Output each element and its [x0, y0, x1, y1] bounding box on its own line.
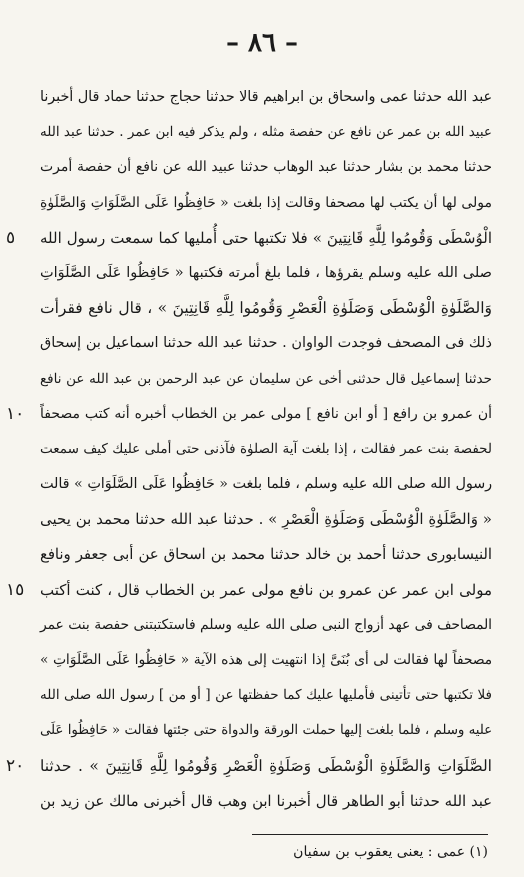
- text-line: « وَالصَّلَوٰةِ الْوُسْطَى وَصَلَوٰةِ الْعَصْرِ » . حدثنا عبد الله حدثنا محمد بن يحيى: [40, 510, 492, 529]
- page-number: – ٨٦ –: [225, 28, 299, 58]
- text-line: عبيد الله بن عمر عن نافع عن حفصة مثله ، ولم يذكر فيه ابن عمر . حدثنا عبد الله: [40, 124, 492, 141]
- text-line: مولى لها أن يكتب لها مصحفا وقالت إذا بلغت « حَافِظُوا عَلَى الصَّلَوَاتِ وَالصَّلَوٰةِ: [40, 194, 492, 211]
- text-line: حدثنا محمد بن بشار حدثنا عبد الوهاب حدثنا عبيد الله عن نافع أن حفصة أمرت: [40, 159, 492, 176]
- text-line: حدثنا إسماعيل قال حدثنى أخى عن سليمان عن عبد الرحمن بن عبد الله عن نافع: [40, 370, 492, 387]
- text-line: المصاحف فى عهد أزواج النبى صلى الله عليه وسلم فاستكتبتنى حفصة بنت عمر: [40, 616, 492, 633]
- text-line: الْوُسْطَى وَقُومُوا لِلَّهِ قَانِتِينَ » فلا تكتبها حتى أُمليها كما سمعت رسول الله ٥: [40, 221, 492, 256]
- text-line: النيسابورى حدثنا أحمد بن خالد حدثنا محمد بن اسحاق عن أبى جعفر ونافع: [40, 546, 492, 564]
- text-line: عليه وسلم ، فلما بلغت إليها حملت الورقة والدواة حتى جئتها فقالت « حَافِظُوا عَلَى: [40, 723, 492, 739]
- text-line: وَالصَّلَوٰةِ الْوُسْطَى وَصَلَوٰةِ الْعَصْرِ وَقُومُوا لِلَّهِ قَانِتِينَ » ، قال نافع فقرأت: [40, 299, 492, 318]
- footnote: (١) عمى : يعنى يعقوب بن سفيان: [293, 844, 488, 860]
- body-text: [6, 80, 492, 819]
- line-number: ١٥: [6, 579, 25, 600]
- text-line: عبد الله حدثنا عمى واسحاق بن ابراهيم قالا حدثنا حجاج حدثنا حماد قال أخبرنا: [40, 89, 492, 105]
- footnote-divider: [252, 834, 488, 835]
- line-number: ١٠: [6, 403, 25, 424]
- text-line: لحفصة بنت عمر فقالت ، إذا بلغت آية الصلوٰة فآذنى حتى أملى عليك كيف سمعت: [40, 440, 492, 457]
- text-line: أن عمرو بن رافع [ أو ابن نافع ] مولى عمر بن الخطاب أخبره أنه كتب مصحفاً ١٠: [40, 397, 492, 432]
- line-number: ٢٠: [6, 755, 25, 776]
- text-line: مولى ابن عمر عن عمرو بن نافع مولى عمر بن الخطاب قال ، كنت أكتب ١٥: [40, 573, 492, 608]
- text-line: مصحفاً لها فقالت لى أى بُنَىَّ إذا انتهيت إلى هذه الآية « حَافِظُوا عَلَى الصَّلَوَاتِ »: [40, 652, 492, 668]
- text-line: ذلك فى المصحف فوجدت الواوان . حدثنا عبد الله حدثنا اسماعيل بن إسحاق: [40, 335, 492, 352]
- line-number: ٥: [6, 227, 16, 248]
- text-line: الصَّلَوَاتِ وَالصَّلَوٰةِ الْوُسْطَى وَصَلَوٰةِ الْعَصْرِ وَقُومُوا لِلَّهِ قَانِتِينَ » . حدثنا ٢٠: [40, 749, 492, 784]
- text-line: رسول الله صلى الله عليه وسلم ، فلما بلغت « حَافِظُوا عَلَى الصَّلَوَاتِ » قالت: [40, 476, 492, 493]
- text-line: عبد الله حدثنا أبو الطاهر قال أخبرنا ابن وهب قال أخبرنى مالك عن زيد بن: [40, 792, 492, 810]
- text-line: صلى الله عليه وسلم يقرؤها ، فلما بلغ أمرته فكتبها « حَافِظُوا عَلَى الصَّلَوَاتِ: [40, 264, 492, 281]
- text-line: فلا تكتبها حتى تأتينى فأمليها عليك كما حفظتها عن [ أو من ] رسول الله صلى الله: [40, 687, 492, 704]
